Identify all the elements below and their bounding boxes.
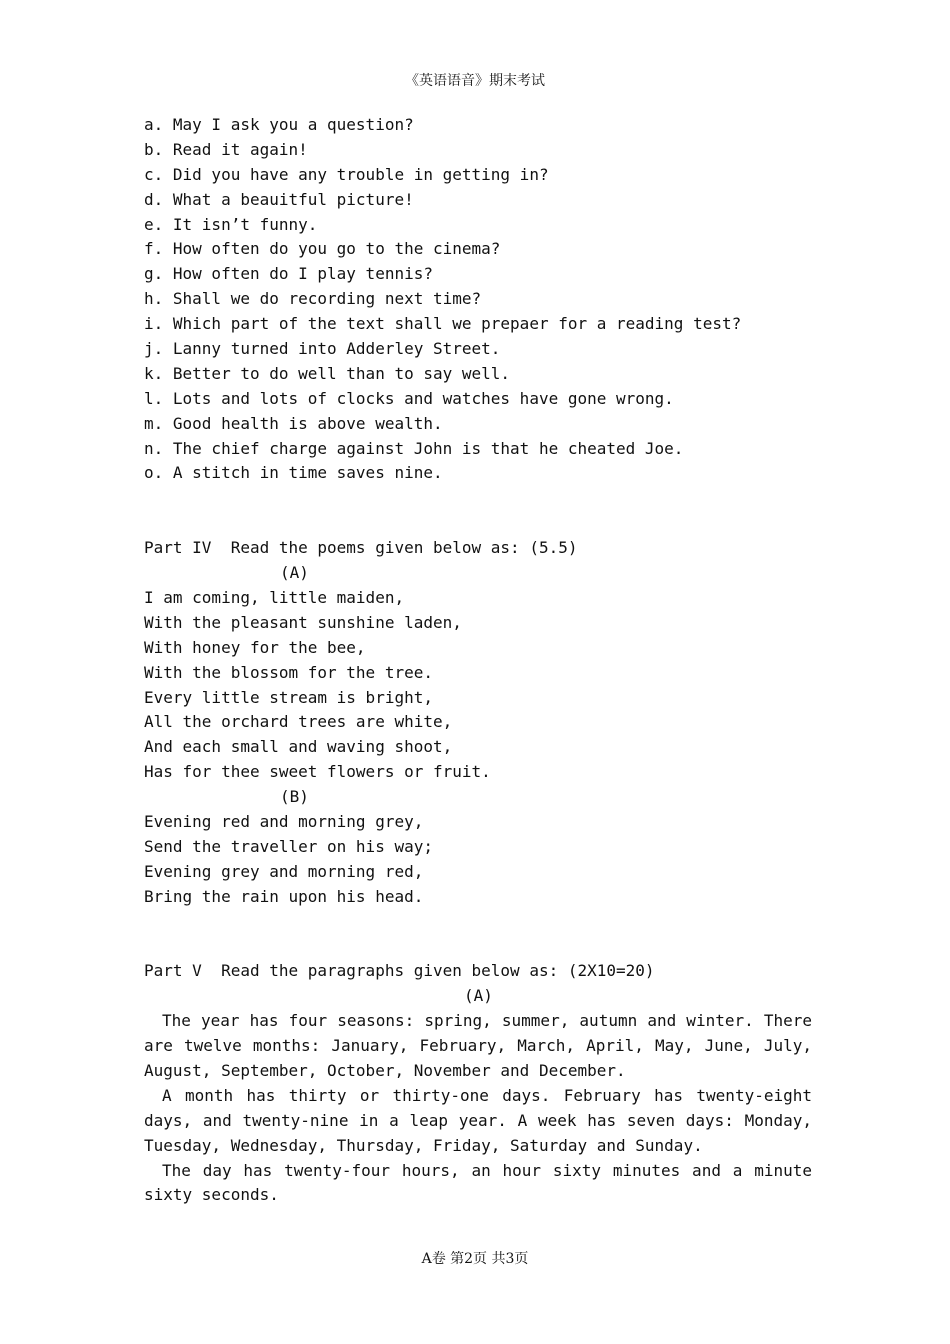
page-footer: A卷 第2页 共3页 (421, 1251, 529, 1267)
page-header: 《英语语音》期末考试 (405, 73, 545, 89)
sentence-item: o. A stitch in time saves nine. (144, 463, 443, 483)
poem-line: And each small and waving shoot, (144, 737, 453, 757)
sentence-item: j. Lanny turned into Adderley Street. (144, 339, 501, 359)
poem-line: Bring the rain upon his head. (144, 886, 424, 906)
poem-line: I am coming, little maiden, (144, 587, 405, 607)
document-body (144, 113, 812, 1208)
sentence-item: d. What a beauitful picture! (144, 189, 414, 209)
part-iv-title: Part IV Read the poems given below as: (5.5) (144, 538, 578, 558)
sentence-item: c. Did you have any trouble in getting in? (144, 164, 549, 184)
poem-line: All the orchard trees are white, (144, 712, 453, 732)
poem-b-label: (B) (280, 787, 309, 807)
part-iv-section (144, 536, 812, 909)
poem-line: Has for thee sweet flowers or fruit. (144, 762, 491, 782)
sentence-item: n. The chief charge against John is that he cheated Joe. (144, 438, 684, 458)
poem-line: Send the traveller on his way; (144, 836, 433, 856)
poem-line: Every little stream is bright, (144, 687, 433, 707)
paragraph: The year has four seasons: spring, summer, autumn and winter. There are twelve months: January, February, March, April, May, June, July, August, September, October, November and December. (144, 1011, 812, 1080)
sentence-list (144, 113, 812, 486)
sentence-item: b. Read it again! (144, 139, 308, 159)
spacer (144, 486, 812, 536)
part-v-section (144, 959, 812, 1208)
sentence-item: i. Which part of the text shall we prepaer for a reading test? (144, 314, 742, 334)
sentence-item: a. May I ask you a question? (144, 115, 414, 134)
sentence-item: f. How often do you go to the cinema? (144, 239, 501, 259)
poem-line: With the blossom for the tree. (144, 662, 433, 682)
paragraph-a-label: (A) (464, 986, 493, 1006)
poem-line: With the pleasant sunshine laden, (144, 612, 462, 632)
sentence-item: g. How often do I play tennis? (144, 264, 433, 284)
sentence-item: k. Better to do well than to say well. (144, 363, 511, 383)
sentence-item: h. Shall we do recording next time? (144, 289, 482, 309)
spacer (144, 910, 812, 960)
poem-a-label: (A) (280, 563, 309, 583)
poem-line: With honey for the bee, (144, 637, 366, 657)
poem-line: Evening red and morning grey, (144, 811, 424, 831)
paragraph: The day has twenty-four hours, an hour sixty minutes and a minute sixty seconds. (144, 1160, 812, 1205)
sentence-item: m. Good health is above wealth. (144, 413, 443, 433)
poem-line: Evening grey and morning red, (144, 861, 424, 881)
part-v-title: Part V Read the paragraphs given below as: (2X10=20) (144, 961, 655, 981)
sentence-item: l. Lots and lots of clocks and watches have gone wrong. (144, 388, 674, 408)
sentence-item: e. It isn’t funny. (144, 214, 318, 234)
paragraph: A month has thirty or thirty-one days. February has twenty-eight days, and twenty-nine in a leap year. A week has seven days: Monday, Tuesday, Wednesday, Thursday, Friday, Saturday and Sunday. (144, 1085, 812, 1155)
